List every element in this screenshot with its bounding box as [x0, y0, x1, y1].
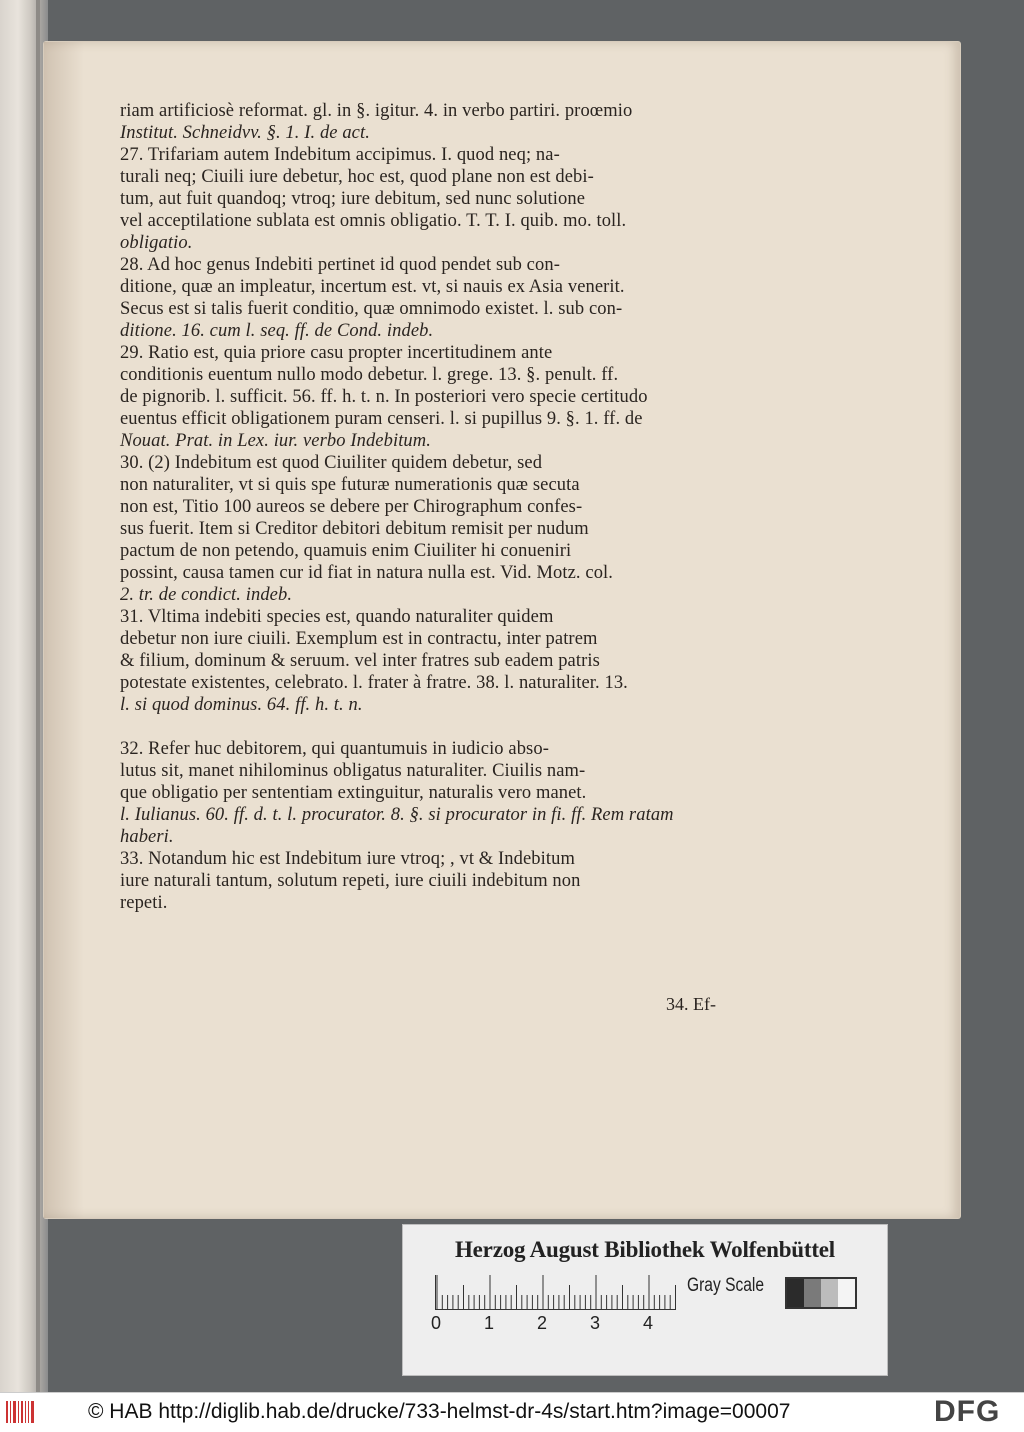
ruler-number: 2 — [537, 1313, 548, 1333]
gray-swatch — [838, 1279, 855, 1307]
ruler-number: 4 — [643, 1313, 654, 1333]
dfg-logo: DFG — [934, 1395, 1001, 1428]
text-line: 27. Trifariam autem Indebitum accipimus. I. quod neq; na- — [120, 145, 560, 165]
text-line: haberi. — [120, 827, 174, 847]
text-line: turali neq; Ciuili iure debetur, hoc est, quod plane non est debi- — [120, 167, 594, 187]
measurement-ruler — [435, 1275, 676, 1310]
text-line: 30. (2) Indebitum est quod Ciuiliter quidem debetur, sed — [120, 453, 543, 473]
text-line: sus fuerit. Item si Creditor debitori debitum remisit per nudum — [120, 519, 589, 539]
text-line: 32. Refer huc debitorem, qui quantumuis in iudicio abso- — [120, 739, 549, 759]
book-binding — [0, 0, 48, 1392]
binding-edge — [36, 0, 40, 1392]
ruler-number: 1 — [484, 1313, 495, 1333]
gray-swatch — [804, 1279, 821, 1307]
text-line: pactum de non petendo, quamuis enim Ciuiliter hi conueniri — [120, 541, 572, 561]
page-text — [120, 100, 746, 914]
ruler-numbers — [431, 1313, 691, 1335]
text-line: potestate existentes, celebrato. l. frater à fratre. 38. l. naturaliter. 13. — [120, 673, 628, 693]
text-line: Secus est si talis fuerit conditio, quæ omnimodo existet. l. sub con- — [120, 299, 623, 319]
text-line: debetur non iure ciuili. Exemplum est in contractu, inter patrem — [120, 629, 598, 649]
text-line: obligatio. — [120, 233, 193, 253]
text-line: 33. Notandum hic est Indebitum iure vtroq; , vt & Indebitum — [120, 849, 575, 869]
text-line: possint, causa tamen cur id fiat in natura nulla est. Vid. Motz. col. — [120, 563, 614, 583]
text-line: de pignorib. l. sufficit. 56. ff. h. t. n. In posteriori vero specie certitudo — [120, 387, 648, 407]
catchword: 34. Ef- — [666, 994, 716, 1014]
gray-scale-swatch — [785, 1277, 857, 1309]
text-line: 29. Ratio est, quia priore casu propter incertitudinem ante — [120, 343, 553, 363]
gray-swatch — [821, 1279, 838, 1307]
text-line: Institut. Schneidvv. §. 1. I. de act. — [120, 123, 370, 143]
barcode-icon — [6, 1401, 46, 1423]
book-page — [44, 42, 960, 1218]
ruler-number: 3 — [590, 1313, 601, 1333]
text-line: l. Iulianus. 60. ff. d. t. l. procurator. 8. §. si procurator in fi. ff. Rem ratam — [120, 805, 674, 825]
text-line: Nouat. Prat. in Lex. iur. verbo Indebitum. — [120, 431, 431, 451]
source-url[interactable]: © HAB http://diglib.hab.de/drucke/733-helmst-dr-4s/start.htm?image=00007 — [88, 1400, 791, 1423]
text-line: 2. tr. de condict. indeb. — [120, 585, 293, 605]
text-line: ditione, quæ an impleatur, incertum est. vt, si nauis ex Asia venerit. — [120, 277, 625, 297]
text-line: conditionis euentum nullo modo debetur. l. grege. 13. §. penult. ff. — [120, 365, 619, 385]
text-line: ditione. 16. cum l. seq. ff. de Cond. indeb. — [120, 321, 434, 341]
ruler-ticks — [436, 1275, 676, 1309]
text-line: repeti. — [120, 893, 168, 913]
text-line: euentus efficit obligationem puram censeri. l. si pupillus 9. §. 1. ff. de — [120, 409, 643, 429]
text-line: que obligatio per sententiam extinguitur, naturalis vero manet. — [120, 783, 587, 803]
color-reference-card — [402, 1224, 888, 1376]
text-line: non naturaliter, vt si quis spe futuræ numerationis quæ secuta — [120, 475, 580, 495]
text-line: non est, Titio 100 aureos se debere per Chirographum confes- — [120, 497, 583, 517]
library-name: Herzog August Bibliothek Wolfenbüttel — [454, 1237, 836, 1262]
text-line: tum, aut fuit quandoq; vtroq; iure debitum, sed nunc solutione — [120, 189, 586, 209]
gray-scale-label: Gray Scale — [687, 1275, 765, 1296]
text-line: iure naturali tantum, solutum repeti, iure ciuili indebitum non — [120, 871, 581, 891]
ruler-number: 0 — [431, 1313, 442, 1333]
page-gutter-shadow — [44, 42, 84, 1218]
text-line: vel acceptilatione sublata est omnis obligatio. T. T. I. quib. mo. toll. — [120, 211, 627, 231]
gray-swatch — [787, 1279, 804, 1307]
text-line: riam artificiosè reformat. gl. in §. igitur. 4. in verbo partiri. proœmio — [120, 101, 633, 121]
text-line: lutus sit, manet nihilominus obligatus naturaliter. Ciuilis nam- — [120, 761, 586, 781]
text-line — [120, 716, 746, 738]
text-line: & filium, dominum & seruum. vel inter fratres sub eadem patris — [120, 651, 600, 671]
footer-bar — [0, 1392, 1024, 1432]
text-line: 28. Ad hoc genus Indebiti pertinet id quod pendet sub con- — [120, 255, 560, 275]
text-line: 31. Vltima indebiti species est, quando naturaliter quidem — [120, 607, 554, 627]
text-line: l. si quod dominus. 64. ff. h. t. n. — [120, 695, 363, 715]
